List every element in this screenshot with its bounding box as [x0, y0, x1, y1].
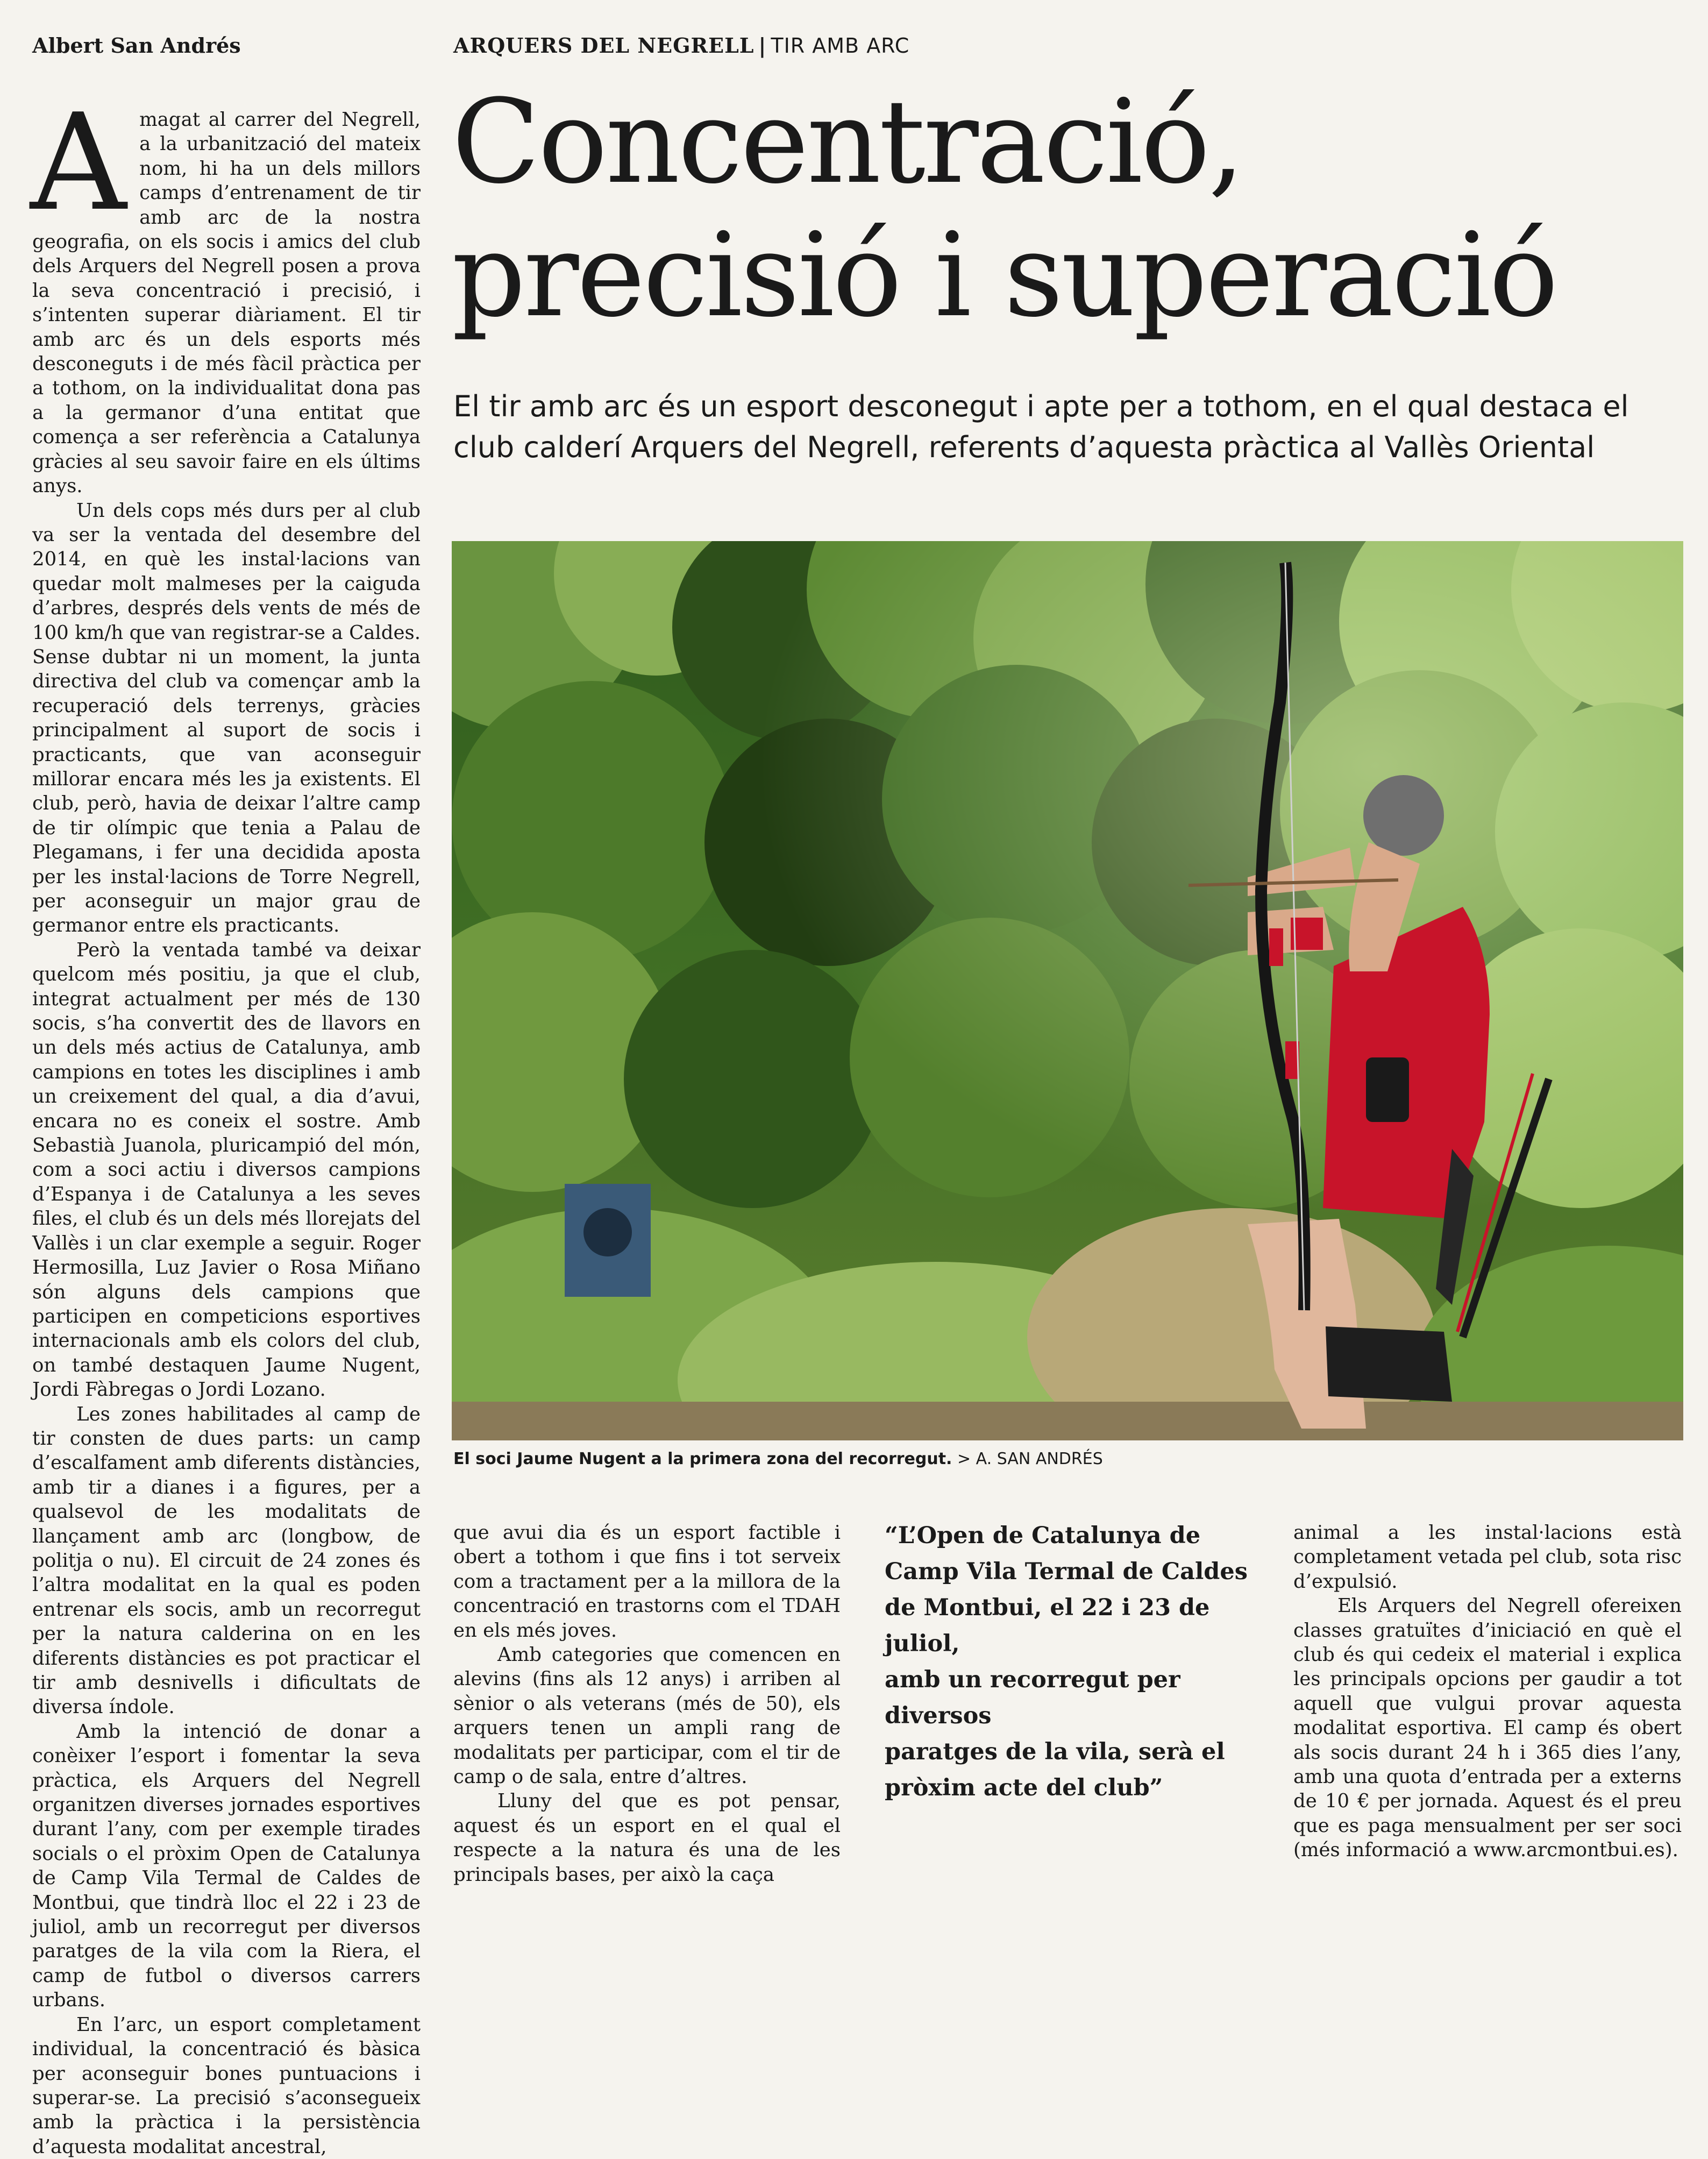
body-paragraph: animal a les instal·lacions està completament vetada pel club, sota risc d’expulsió.	[1293, 1522, 1682, 1593]
body-column-1	[30, 86, 421, 2159]
caption-text: El soci Jaume Nugent a la primera zona del recorregut.	[453, 1450, 952, 1468]
standfirst-line: club calderí Arquers del Negrell, referents d’aquesta pràctica al Vallès Oriental	[453, 430, 1595, 464]
headline-line: Concentració,	[452, 74, 1243, 209]
standfirst	[453, 386, 1685, 468]
photo-credit: > A. SAN ANDRÉS	[952, 1450, 1103, 1468]
body-paragraph: Però la ventada també va deixar quelcom més positiu, ja que el club, integrat actualment per més de 130 socis, s’ha convertit des de llavors en un dels més actius de Catalunya, amb campions en totes les disciplines i amb un creixement del qual, a dia d’avui, encara no es coneix el sostre. Amb Sebastià Juanola, pluricampió del món, com a soci actiu i diversos campions d’Espanya i de Catalunya a les seves files, el club és un dels més llorejats del Vallès i un clar exemple a seguir. Roger Hermosilla, Luz Javier o Rosa Miñano són alguns dels campions que participen en competicions esportives internacionals amb els colors del club, on també destaquen Jaume Nugent, Jordi Fàbregas o Jordi Lozano.	[32, 939, 421, 1401]
body-paragraph: Amb la intenció de donar a conèixer l’esport i fomentar la seva pràctica, els Arquers del Negrell organitzen diverses jornades esportives durant l’any, com per exemple tirades socials o el pròxim Open de Catalunya de Camp Vila Termal de Caldes de Montbui, que tindrà lloc el 22 i 23 de juliol, amb un recorregut per diversos paratges de la vila com la Riera, el camp de futbol o diversos carrers urbans.	[32, 1720, 421, 2012]
pull-quote-line: Camp Vila Termal de Caldes	[885, 1558, 1248, 1585]
pull-quote-line: amb un recorregut per diversos	[885, 1666, 1180, 1729]
kicker-separator: |	[758, 33, 767, 58]
body-paragraph: Amb categories que comencen en alevins (fins als 12 anys) i arriben al sènior o als veterans (més de 50), els arquers tenen un ampli rang de modalitats per participar, com el tir de camp o de sala, entre d’altres.	[453, 1644, 841, 1788]
body-column-2	[453, 1521, 841, 1887]
archer-photo	[452, 541, 1683, 1440]
body-paragraph: Lluny del que es pot pensar, aquest és un esport en el qual el respecte a la natura és una de les principals bases, per això la caça	[453, 1790, 841, 1886]
body-column-4	[1293, 1521, 1682, 1863]
target-face	[583, 1208, 632, 1256]
body-paragraph: Un dels cops més durs per al club va ser la ventada del desembre del 2014, en què les instal·lacions van quedar molt malmeses per la caiguda d’arbres, després dels vents de més de 100 km/h que van registrar-se a Caldes. Sense dubtar ni un moment, la junta directiva del club va començar amb la recuperació dels terrenys, gràcies principalment al suport de socis i practicants, que van aconseguir millorar encara més les ja existents. El club, però, havia de deixar l’altre camp de tir olímpic que tenia a Palau de Plegamans, i fer una decidida aposta per les instal·lacions de Torre Negrell, per aconseguir un major grau de germanor entre els practicants.	[32, 499, 421, 937]
pull-quote-line: paratges de la vila, serà el	[885, 1738, 1225, 1765]
archer-photo-illustration	[452, 541, 1683, 1440]
photo-caption	[453, 1450, 1103, 1468]
section-name: ARQUERS DEL NEGRELL	[453, 33, 755, 58]
byline: Albert San Andrés	[32, 33, 241, 58]
subsection-name: TIR AMB ARC	[771, 34, 910, 58]
drop-cap: A	[30, 86, 127, 240]
body-paragraph: Els Arquers del Negrell ofereixen classes gratuïtes d’iniciació en què el club és qui cedeix el material i explica les principals opcions per gaudir a tot aquell que vulgui provar aquesta modalitat esportiva. El camp és obert als socis durant 24 h i 365 dies l’any, amb una quota d’entrada per a externs de 10 € per jornada. Aquest és el preu que es paga mensualment per ser soci (més informació a www.arcmontbui.es).	[1293, 1595, 1682, 1862]
pull-quote-line: “L’Open de Catalunya de	[885, 1522, 1201, 1549]
body-paragraph: que avui dia és un esport factible i obert a tothom i que fins i tot serveix com a tractament per a la millora de la concentració en trastorns com el TDAH en els més joves.	[453, 1522, 841, 1642]
paragraph-text: magat al carrer del Negrell, a la urbanització del mateix nom, hi ha un dels millors camps d’entrenament de tir amb arc de la nostra geografia, on els socis i amics del club dels Arquers del Negrell posen a prova la seva concentració i precisió, i s’intenten superar diàriament. El tir amb arc és un dels esports més desconeguts i de més fàcil pràctica per a tothom, on la individualitat dona pas a la germanor d’una entitat que comença a ser referència a Catalunya gràcies al seu savoir faire en els últims anys.	[32, 109, 421, 498]
body-paragraph: En l’arc, un esport completament individual, la concentració és bàsica per aconseguir bones puntuacions i superar-se. La precisió s’aconsegueix amb la pràctica i la persistència d’aquesta modalitat ancestral,	[32, 2013, 421, 2158]
pull-quote-line: pròxim acte del club”	[885, 1774, 1163, 1801]
body-paragraph: Les zones habilitades al camp de tir consten de dues parts: un camp d’escalfament amb diferents distàncies, amb tir a dianes i a figures, per a qualsevol de les modalitats de llançament amb arc (longbow, de politja o nu). El circuit de 24 zones és l’altra modalitat en la qual es poden entrenar els socis, amb un recorregut per la natura calderina on en les diferents distàncies es pot practicar el tir amb desnivells i dificultats de diversa índole.	[32, 1403, 421, 1718]
body-paragraph	[30, 86, 421, 499]
headline	[452, 75, 1689, 342]
headline-line: precisió i superació	[452, 208, 1557, 343]
pull-quote	[885, 1518, 1261, 1806]
pull-quote-line: de Montbui, el 22 i 23 de juliol,	[885, 1594, 1210, 1657]
standfirst-line: El tir amb arc és un esport desconegut i apte per a tothom, en el qual destaca el	[453, 389, 1629, 423]
section-kicker	[453, 33, 909, 58]
